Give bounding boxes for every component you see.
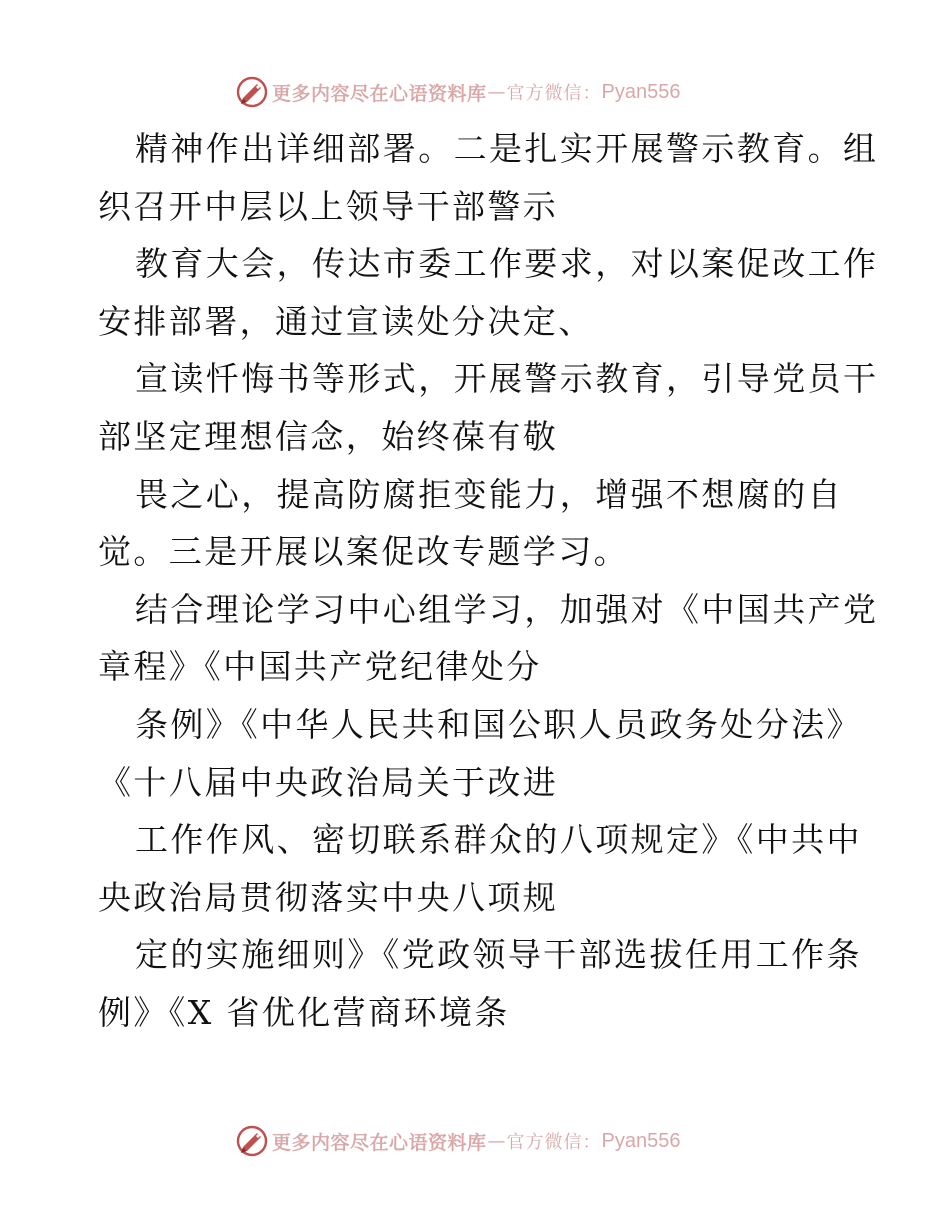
header-banner-sub: 官方微信： bbox=[506, 83, 602, 104]
footer-banner bbox=[0, 1119, 950, 1163]
body-line: 教育大会，传达市委工作要求，对以案促改工作 bbox=[135, 244, 879, 284]
body-line: 工作作风、密切联系群众的八项规定》《中共中 bbox=[135, 820, 862, 860]
body-line: 安排部署，通过宣读处分决定、 bbox=[98, 301, 594, 341]
body-line: 部坚定理想信念，始终葆有敬 bbox=[98, 416, 559, 456]
body-line: 例》《X 省优化营商环境条 bbox=[98, 992, 510, 1032]
footer-banner-dash: — bbox=[487, 1130, 506, 1152]
header-banner bbox=[0, 70, 950, 114]
header-banner-dash: — bbox=[487, 81, 506, 103]
body-text bbox=[98, 120, 879, 1042]
body-line: 织召开中层以上领导干部警示 bbox=[98, 186, 559, 226]
body-line: 觉。三是开展以案促改专题学习。 bbox=[98, 532, 629, 572]
body-line: 结合理论学习中心组学习，加强对《中国共产党 bbox=[135, 589, 879, 629]
body-line: 章程》《中国共产党纪律处分 bbox=[98, 647, 542, 687]
body-line: 畏之心，提高防腐拒变能力，增强不想腐的自 bbox=[135, 474, 843, 514]
body-line: 定的实施细则》《党政领导干部选拔任用工作条 bbox=[135, 935, 862, 975]
footer-banner-sub: 官方微信： bbox=[506, 1132, 602, 1153]
footer-banner-content bbox=[234, 1119, 680, 1163]
pen-logo-icon bbox=[234, 1123, 270, 1159]
header-banner-main: 更多内容尽在心语资料库 bbox=[272, 82, 487, 105]
body-line: 精神作出详细部署。二是扎实开展警示教育。组 bbox=[135, 129, 879, 168]
body-line: 宣读忏悔书等形式，开展警示教育，引导党员干 bbox=[135, 359, 879, 399]
body-line: 央政治局贯彻落实中央八项规 bbox=[98, 877, 559, 917]
header-banner-content bbox=[234, 70, 680, 114]
pen-logo-icon bbox=[234, 74, 270, 110]
body-line: 《十八届中央政治局关于改进 bbox=[98, 762, 559, 802]
footer-banner-id: Pyan556 bbox=[601, 1129, 681, 1152]
header-banner-id: Pyan556 bbox=[601, 80, 681, 103]
footer-banner-main: 更多内容尽在心语资料库 bbox=[272, 1131, 487, 1154]
body-line: 条例》《中华人民共和国公职人员政务处分法》 bbox=[135, 704, 862, 744]
